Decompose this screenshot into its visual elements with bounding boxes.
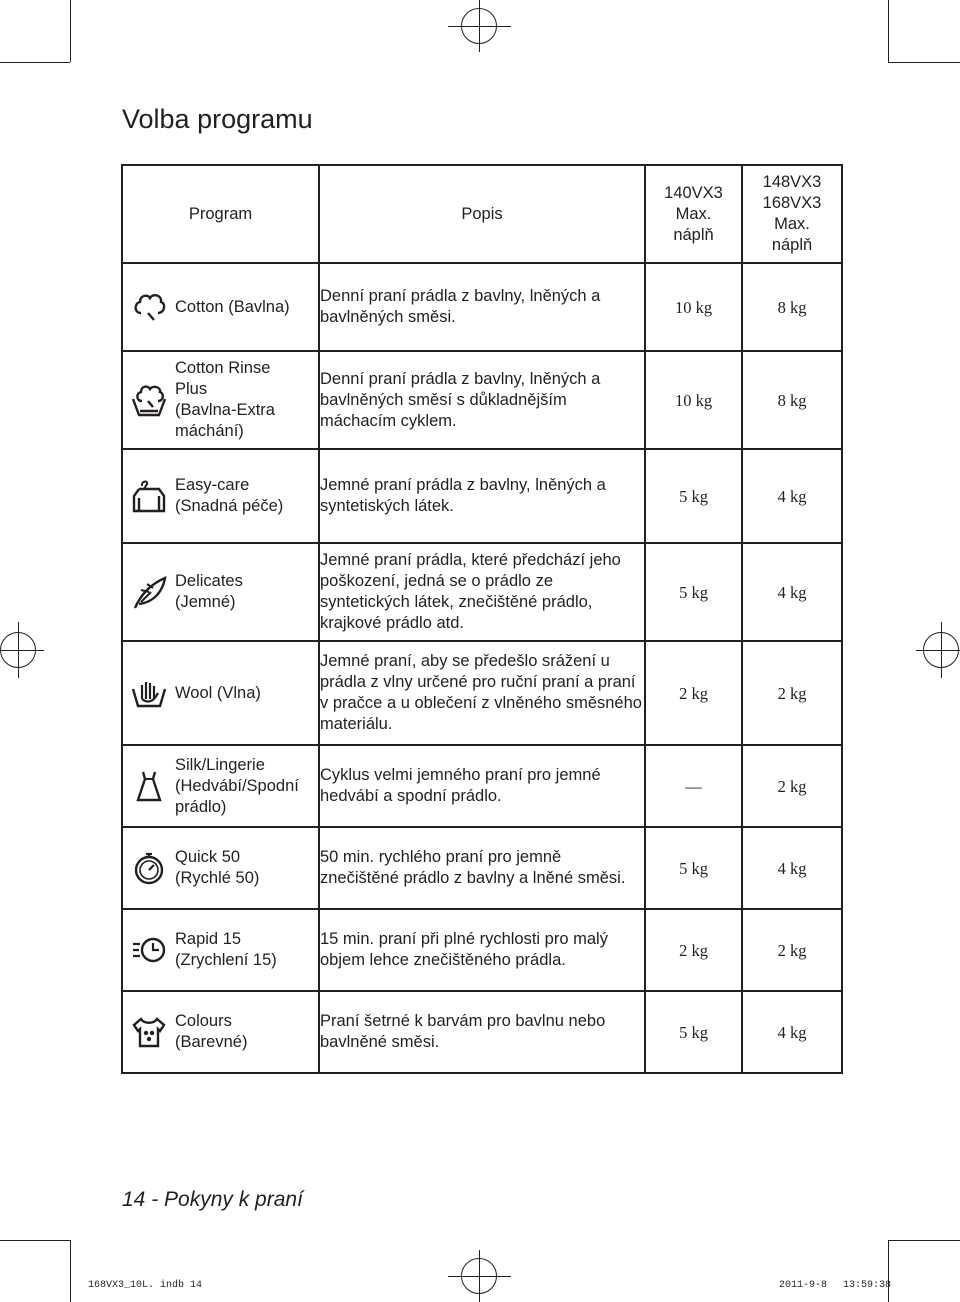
table-row <box>122 449 842 543</box>
program-name <box>175 929 318 971</box>
program-name <box>175 1011 318 1053</box>
program-cell <box>122 449 319 543</box>
program-name <box>175 297 318 318</box>
capacity-140vx3: 5 kg <box>645 991 742 1073</box>
program-name-line: máchání) <box>175 422 244 440</box>
crop-mark <box>888 62 960 63</box>
program-name <box>175 475 318 517</box>
registration-circle <box>0 632 36 668</box>
quick-50-icon <box>123 850 175 886</box>
crop-mark <box>0 62 70 63</box>
header-148-line: Max. <box>774 215 810 233</box>
program-cell <box>122 641 319 745</box>
capacity-140vx3: 10 kg <box>645 263 742 351</box>
program-name-line: Quick 50 <box>175 848 241 866</box>
capacity-148vx3: 4 kg <box>742 543 842 641</box>
crop-mark <box>70 1240 71 1302</box>
capacity-140vx3: — <box>645 745 742 827</box>
header-148-line: náplň <box>771 236 813 254</box>
program-name-line: (Zrychlení 15) <box>175 951 277 969</box>
header-140-line: Max. <box>675 204 712 223</box>
program-name-line: (Barevné) <box>175 1033 248 1051</box>
program-description: Jemné praní prádla z bavlny, lněných a syntetiských látek. <box>319 449 645 543</box>
program-description: Denní praní prádla z bavlny, lněných a bavlněných směsí s důkladnějším máchacím cyklem. <box>319 351 645 449</box>
crop-mark <box>888 1240 960 1241</box>
capacity-148vx3: 2 kg <box>742 909 842 991</box>
capacity-140vx3: 10 kg <box>645 351 742 449</box>
header-148-line: 168VX3 <box>762 194 822 212</box>
program-name <box>175 683 318 704</box>
capacity-148vx3: 8 kg <box>742 351 842 449</box>
slug-time: 13:59:38 <box>843 1280 892 1291</box>
table-row <box>122 827 842 909</box>
capacity-148vx3: 2 kg <box>742 641 842 745</box>
table-row <box>122 351 842 449</box>
header-140-line: 140VX3 <box>664 183 723 202</box>
program-name-line: Silk/Lingerie <box>175 755 265 774</box>
program-description: Cyklus velmi jemného praní pro jemné hedvábí a spodní prádlo. <box>319 745 645 827</box>
program-name-line: Wool (Vlna) <box>175 683 261 702</box>
program-name-line: Rapid 15 <box>175 930 242 948</box>
program-description: 50 min. rychlého praní pro jemně znečištěné prádlo z bavlny a lněné směsi. <box>319 827 645 909</box>
capacity-148vx3: 8 kg <box>742 263 842 351</box>
easy-care-icon <box>123 478 175 514</box>
program-table <box>121 164 843 1074</box>
header-140vx3 <box>645 165 742 263</box>
program-cell <box>122 991 319 1073</box>
header-popis: Popis <box>319 165 645 263</box>
program-name <box>175 358 318 442</box>
table-header-row <box>122 165 842 263</box>
table-row <box>122 641 842 745</box>
capacity-140vx3: 5 kg <box>645 543 742 641</box>
program-name-line: (Bavlna-Extra <box>175 401 275 419</box>
program-name-line: (Hedvábí/Spodní <box>175 776 299 795</box>
table-row <box>122 991 842 1073</box>
table-row <box>122 745 842 827</box>
page-title: Volba programu <box>122 104 313 134</box>
table-row <box>122 263 842 351</box>
program-name-line: Colours <box>175 1012 232 1030</box>
capacity-148vx3: 4 kg <box>742 827 842 909</box>
page-footer: 14 - Pokyny k praní <box>122 1188 303 1211</box>
header-148vx3 <box>742 165 842 263</box>
program-description: Denní praní prádla z bavlny, lněných a bavlněných směsi. <box>319 263 645 351</box>
capacity-148vx3: 4 kg <box>742 991 842 1073</box>
program-cell <box>122 351 319 449</box>
slug-date: 2011-9-8 <box>779 1280 828 1291</box>
table-row <box>122 543 842 641</box>
crop-mark <box>0 1240 70 1241</box>
slug-file: 168VX3_10L. indb 14 <box>88 1280 203 1291</box>
program-name-line: (Jemné) <box>175 593 236 611</box>
header-148-line: 148VX3 <box>762 173 822 191</box>
program-name-line: Plus <box>175 380 208 398</box>
program-name-line: prádlo) <box>175 797 227 816</box>
cotton-icon <box>123 289 175 325</box>
registration-circle <box>461 1258 497 1294</box>
header-140-line: náplň <box>673 225 714 244</box>
program-name-line: (Snadná péče) <box>175 497 284 515</box>
program-name-line: (Rychlé 50) <box>175 869 260 887</box>
program-description: Jemné praní, aby se předešlo srážení u prádla z vlny určené pro ruční praní a praní v pračce a u oblečení z vlněného směsného materiálu. <box>319 641 645 745</box>
crop-mark <box>888 0 889 62</box>
program-cell <box>122 909 319 991</box>
registration-circle <box>461 8 497 44</box>
program-name <box>175 571 318 613</box>
registration-circle <box>923 632 959 668</box>
capacity-148vx3: 4 kg <box>742 449 842 543</box>
program-cell <box>122 263 319 351</box>
program-name-line: Easy-care <box>175 476 250 494</box>
program-description: Praní šetrné k barvám pro bavlnu nebo bavlněné směsi. <box>319 991 645 1073</box>
colours-icon <box>123 1014 175 1050</box>
wool-icon <box>123 675 175 711</box>
program-name <box>175 847 318 889</box>
program-name-line: Cotton Rinse <box>175 359 271 377</box>
program-name-line: Cotton (Bavlna) <box>175 297 290 316</box>
rapid-15-icon <box>123 932 175 968</box>
crop-mark <box>70 0 71 62</box>
header-program: Program <box>122 165 319 263</box>
capacity-148vx3: 2 kg <box>742 745 842 827</box>
capacity-140vx3: 5 kg <box>645 449 742 543</box>
capacity-140vx3: 2 kg <box>645 641 742 745</box>
capacity-140vx3: 5 kg <box>645 827 742 909</box>
crop-mark <box>888 1240 889 1302</box>
table-row <box>122 909 842 991</box>
program-name-line: Delicates <box>175 572 243 590</box>
program-cell <box>122 745 319 827</box>
program-description: 15 min. praní při plné rychlosti pro malý objem lehce znečištěného prádla. <box>319 909 645 991</box>
capacity-140vx3: 2 kg <box>645 909 742 991</box>
program-name <box>175 755 318 818</box>
program-description: Jemné praní prádla, které předchází jeho poškození, jedná se o prádlo ze syntetických látek, znečištěné prádlo, krajkové prádlo atd. <box>319 543 645 641</box>
cotton-rinse-icon <box>123 382 175 418</box>
silk-icon <box>123 768 175 804</box>
delicates-icon <box>123 574 175 610</box>
program-cell <box>122 827 319 909</box>
program-cell <box>122 543 319 641</box>
